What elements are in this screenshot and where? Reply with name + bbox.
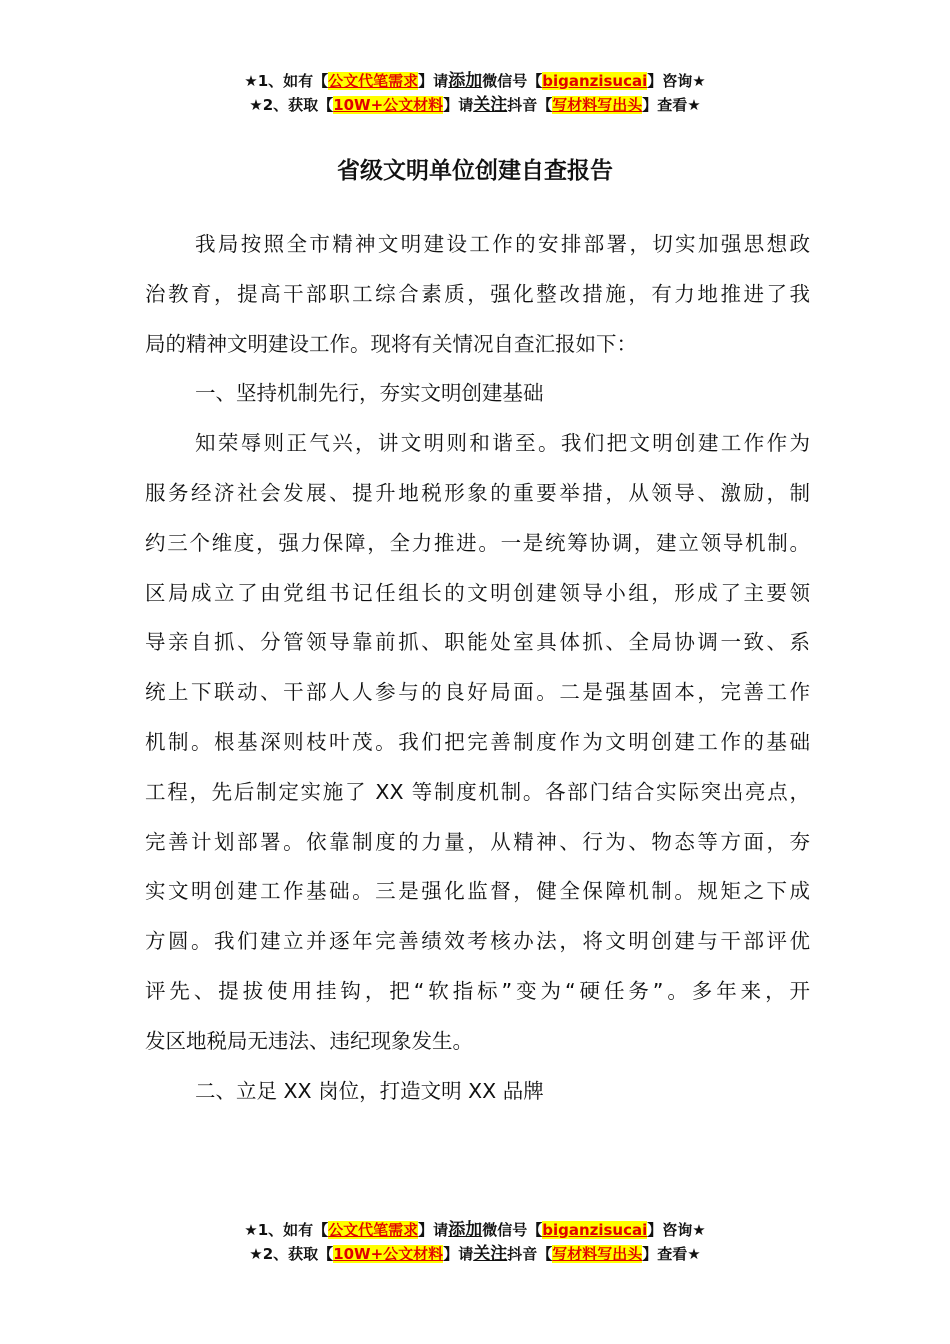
section-heading: 一、坚持机制先行，夯实文明创建基础 xyxy=(195,381,544,406)
document-title: 省级文明单位创建自查报告 xyxy=(337,158,613,184)
text-line: 局的精神文明建设工作。现将有关情况自查汇报如下： xyxy=(145,331,637,356)
text: 】咨询★ xyxy=(647,1221,706,1239)
text-line: 我局按照全市精神文明建设工作的安排部署，切实加强思想政 xyxy=(195,232,810,256)
banner-line-2 xyxy=(0,93,950,117)
text: ★2、获取【 xyxy=(249,96,334,114)
text-line: 服务经济社会发展、提升地税形象的重要举措，从领导、激励，制 xyxy=(145,480,810,505)
text: ★1、如有【 xyxy=(244,1221,329,1239)
text: 微信号【 xyxy=(482,72,543,90)
text: 】查看★ xyxy=(642,96,701,114)
text: 抖音【 xyxy=(507,96,553,114)
text: 微信号【 xyxy=(482,1221,543,1239)
highlight: 公文代笔需求 xyxy=(328,1221,419,1239)
text-line: 发区地税局无违法、违纪现象发生。 xyxy=(145,1028,473,1053)
highlight: 10W+公文材料 xyxy=(333,1245,444,1263)
douyin-id: 写材料写出头 xyxy=(552,96,643,114)
underlined-text: 关注 xyxy=(473,95,508,115)
text: ★1、如有【 xyxy=(244,72,329,90)
text-line: 工程，先后制定实施了 XX 等制度机制。各部门结合实际突出亮点， xyxy=(145,779,810,804)
top-banner xyxy=(0,69,950,117)
text: 】请 xyxy=(443,96,474,114)
highlight: 10W+公文材料 xyxy=(333,96,444,114)
text: 】请 xyxy=(443,1245,474,1263)
text-line: 评先、提拔使用挂钩，把“软指标”变为“硬任务”。多年来，开 xyxy=(145,978,810,1003)
text-line: 知荣辱则正气兴，讲文明则和谐至。我们把文明创建工作作为 xyxy=(195,431,810,456)
section-heading: 二、立足 XX 岗位，打造文明 XX 品牌 xyxy=(195,1078,544,1103)
underlined-text: 关注 xyxy=(473,1244,508,1264)
text-line: 治教育，提高干部职工综合素质，强化整改措施，有力地推进了我 xyxy=(145,281,810,306)
banner-line-2 xyxy=(0,1242,950,1266)
text-line: 区局成立了由党组书记任组长的文明创建领导小组，形成了主要领 xyxy=(145,580,810,605)
text-line: 导亲自抓、分管领导靠前抓、职能处室具体抓、全局协调一致、系 xyxy=(145,630,810,655)
text: 抖音【 xyxy=(507,1245,553,1263)
douyin-id: 写材料写出头 xyxy=(552,1245,643,1263)
text-line: 约三个维度，强力保障，全力推进。一是统筹协调，建立领导机制。 xyxy=(145,530,810,555)
text: 】请 xyxy=(418,1221,449,1239)
text-line: 方圆。我们建立并逐年完善绩效考核办法，将文明创建与干部评优 xyxy=(145,929,810,954)
text: 】咨询★ xyxy=(647,72,706,90)
underlined-text: 添加 xyxy=(448,1220,483,1240)
text: 】查看★ xyxy=(642,1245,701,1263)
text: 】请 xyxy=(418,72,449,90)
text-line: 统上下联动、干部人人参与的良好局面。二是强基固本，完善工作 xyxy=(145,680,810,705)
text-line: 完善计划部署。依靠制度的力量，从精神、行为、物态等方面，夯 xyxy=(145,829,810,854)
wechat-id: biganzisucai xyxy=(542,72,648,90)
highlight: 公文代笔需求 xyxy=(328,72,419,90)
underlined-text: 添加 xyxy=(448,71,483,91)
document-body xyxy=(145,220,810,1116)
text-line: 实文明创建工作基础。三是强化监督，健全保障机制。规矩之下成 xyxy=(145,879,810,904)
banner-line-1 xyxy=(0,69,950,93)
bottom-banner xyxy=(0,1218,950,1266)
text-line: 机制。根基深则枝叶茂。我们把完善制度作为文明创建工作的基础 xyxy=(145,729,810,754)
banner-line-1 xyxy=(0,1218,950,1242)
text: ★2、获取【 xyxy=(249,1245,334,1263)
wechat-id: biganzisucai xyxy=(542,1221,648,1239)
